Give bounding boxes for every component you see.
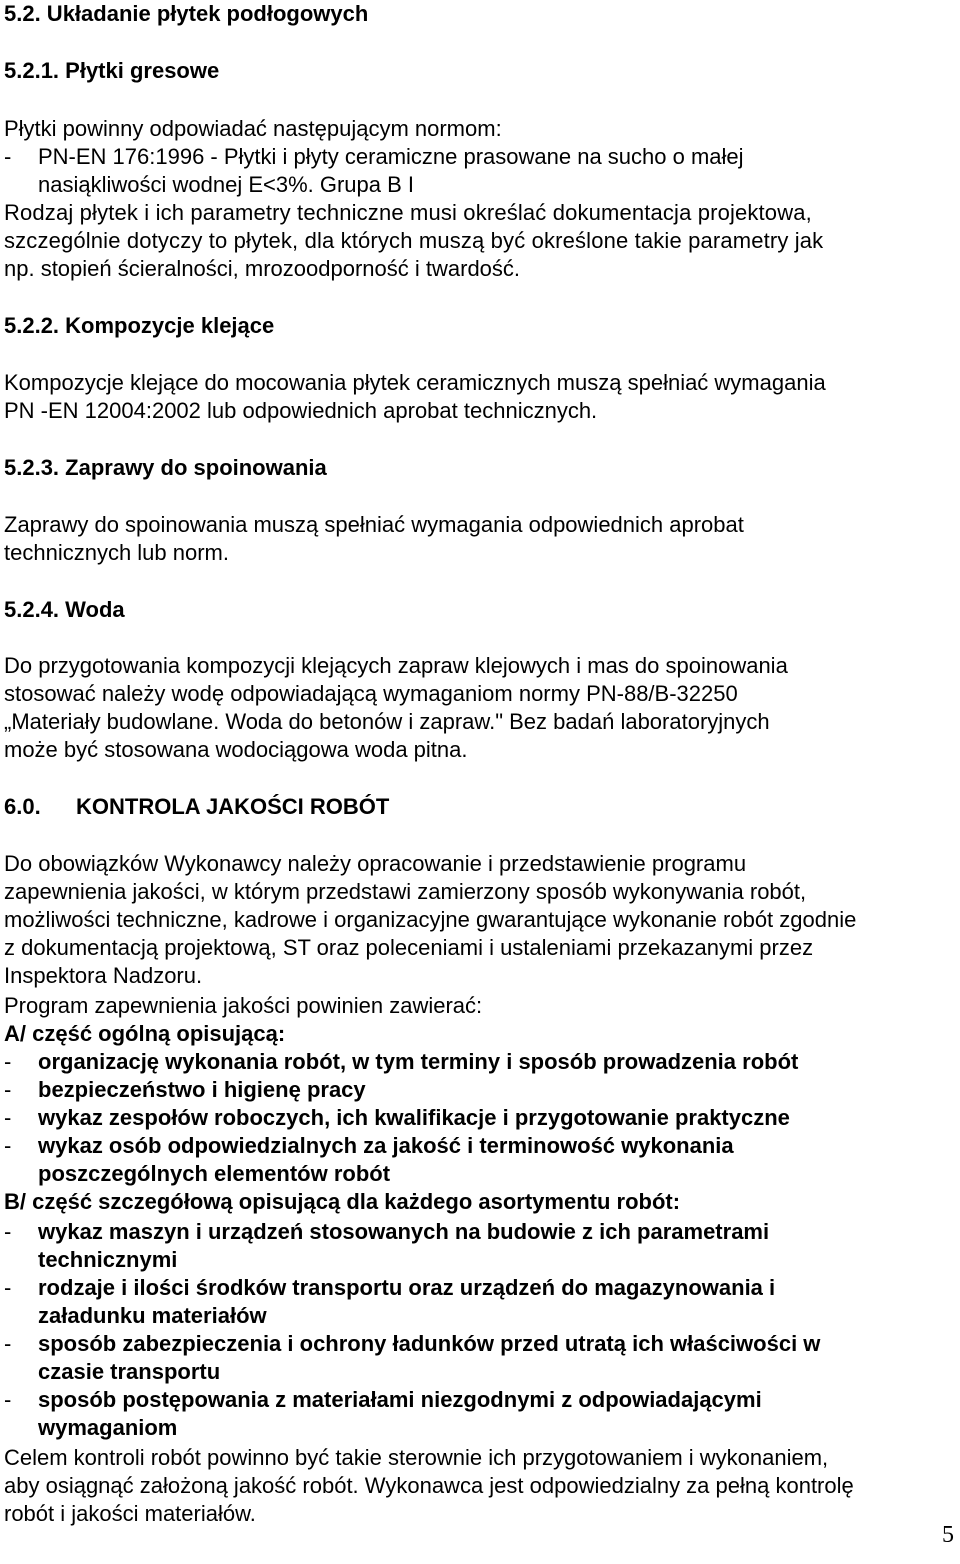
closing-line-2: aby osiągnąć założoną jakość robót. Wykonawca jest odpowiedzialny za pełną kontrolę xyxy=(4,1473,854,1498)
water-line-1: Do przygotowania kompozycji klejących zapraw klejowych i mas do spoinowania xyxy=(4,653,788,678)
section-5-2-2-heading: 5.2.2. Kompozycje klejące xyxy=(4,313,275,338)
list-item: wykaz zespołów roboczych, ich kwalifikacje i przygotowanie praktyczne xyxy=(38,1105,790,1130)
tiles-paragraph-line-1: Rodzaj płytek i ich parametry techniczne musi określać dokumentacja projektowa, xyxy=(4,200,812,225)
norm-item-line-2: nasiąkliwości wodnej E<3%. Grupa B I xyxy=(38,172,415,197)
list-item: sposób zabezpieczenia i ochrony ładunków przed utratą ich właściwości w xyxy=(38,1331,821,1356)
quality-paragraph-line-5: Inspektora Nadzoru. xyxy=(4,963,203,988)
quality-program-intro: Program zapewnienia jakości powinien zawierać: xyxy=(4,993,483,1018)
list-dash: - xyxy=(4,1275,12,1300)
list-item: rodzaje i ilości środków transportu oraz urządzeń do magazynowania i xyxy=(38,1275,776,1300)
norm-item-dash: - xyxy=(4,144,12,169)
norm-item-line-1: PN-EN 176:1996 - Płytki i płyty ceramiczne prasowane na sucho o małej xyxy=(38,144,744,169)
part-b-heading: B/ część szczegółową opisującą dla każdego asortymentu robót: xyxy=(4,1189,681,1214)
section-5-2-4-heading: 5.2.4. Woda xyxy=(4,597,125,622)
list-item: wykaz maszyn i urządzeń stosowanych na budowie z ich parametrami xyxy=(38,1219,770,1244)
list-item: organizację wykonania robót, w tym terminy i sposób prowadzenia robót xyxy=(38,1049,799,1074)
grout-line-2: technicznych lub norm. xyxy=(4,540,229,565)
list-dash: - xyxy=(4,1219,12,1244)
list-dash: - xyxy=(4,1387,12,1412)
norms-intro: Płytki powinny odpowiadać następującym normom: xyxy=(4,116,502,141)
section-5-2-1-heading: 5.2.1. Płytki gresowe xyxy=(4,58,220,83)
adhesives-line-2: PN -EN 12004:2002 lub odpowiednich aprobat technicznych. xyxy=(4,398,598,423)
list-item: wykaz osób odpowiedzialnych za jakość i terminowość wykonania xyxy=(38,1133,734,1158)
water-line-3: „Materiały budowlane. Woda do betonów i zapraw." Bez badań laboratoryjnych xyxy=(4,709,770,734)
quality-paragraph-line-2: zapewnienia jakości, w którym przedstawi zamierzony sposób wykonywania robót, xyxy=(4,879,807,904)
section-6-number: 6.0. xyxy=(4,794,41,819)
tiles-paragraph-line-2: szczególnie dotyczy to płytek, dla których muszą być określone takie parametry jak xyxy=(4,228,824,253)
part-a-heading: A/ część ogólną opisującą: xyxy=(4,1021,286,1046)
closing-line-3: robót i jakości materiałów. xyxy=(4,1501,256,1526)
section-5-2-title: 5.2. Układanie płytek podłogowych xyxy=(4,1,369,26)
quality-paragraph-line-3: możliwości techniczne, kadrowe i organizacyjne gwarantujące wykonanie robót zgodnie xyxy=(4,907,857,932)
list-item: bezpieczeństwo i higienę pracy xyxy=(38,1077,366,1102)
quality-paragraph-line-4: z dokumentacją projektową, ST oraz poleceniami i ustaleniami przekazanymi przez xyxy=(4,935,814,960)
adhesives-line-1: Kompozycje klejące do mocowania płytek ceramicznych muszą spełniać wymagania xyxy=(4,370,826,395)
page-number: 5 xyxy=(942,1522,954,1548)
list-dash: - xyxy=(4,1049,12,1074)
list-item-continuation: czasie transportu xyxy=(38,1359,221,1384)
list-item-continuation: poszczególnych elementów robót xyxy=(38,1161,391,1186)
list-item-continuation: wymaganiom xyxy=(38,1415,178,1440)
water-line-4: może być stosowana wodociągowa woda pitna. xyxy=(4,737,468,762)
tiles-paragraph-line-3: np. stopień ścieralności, mrozoodporność i twardość. xyxy=(4,256,521,281)
list-dash: - xyxy=(4,1331,12,1356)
section-5-2-3-heading: 5.2.3. Zaprawy do spoinowania xyxy=(4,455,327,480)
list-item-continuation: technicznymi xyxy=(38,1247,178,1272)
list-dash: - xyxy=(4,1077,12,1102)
list-dash: - xyxy=(4,1105,12,1130)
section-6-title: KONTROLA JAKOŚCI ROBÓT xyxy=(76,794,390,819)
closing-line-1: Celem kontroli robót powinno być takie sterownie ich przygotowaniem i wykonaniem, xyxy=(4,1445,829,1470)
grout-line-1: Zaprawy do spoinowania muszą spełniać wymagania odpowiednich aprobat xyxy=(4,512,744,537)
list-item: sposób postępowania z materiałami niezgodnymi z odpowiadającymi xyxy=(38,1387,762,1412)
list-item-continuation: załadunku materiałów xyxy=(38,1303,267,1328)
water-line-2: stosować należy wodę odpowiadającą wymaganiom normy PN-88/B-32250 xyxy=(4,681,738,706)
quality-paragraph-line-1: Do obowiązków Wykonawcy należy opracowanie i przedstawienie programu xyxy=(4,851,747,876)
list-dash: - xyxy=(4,1133,12,1158)
